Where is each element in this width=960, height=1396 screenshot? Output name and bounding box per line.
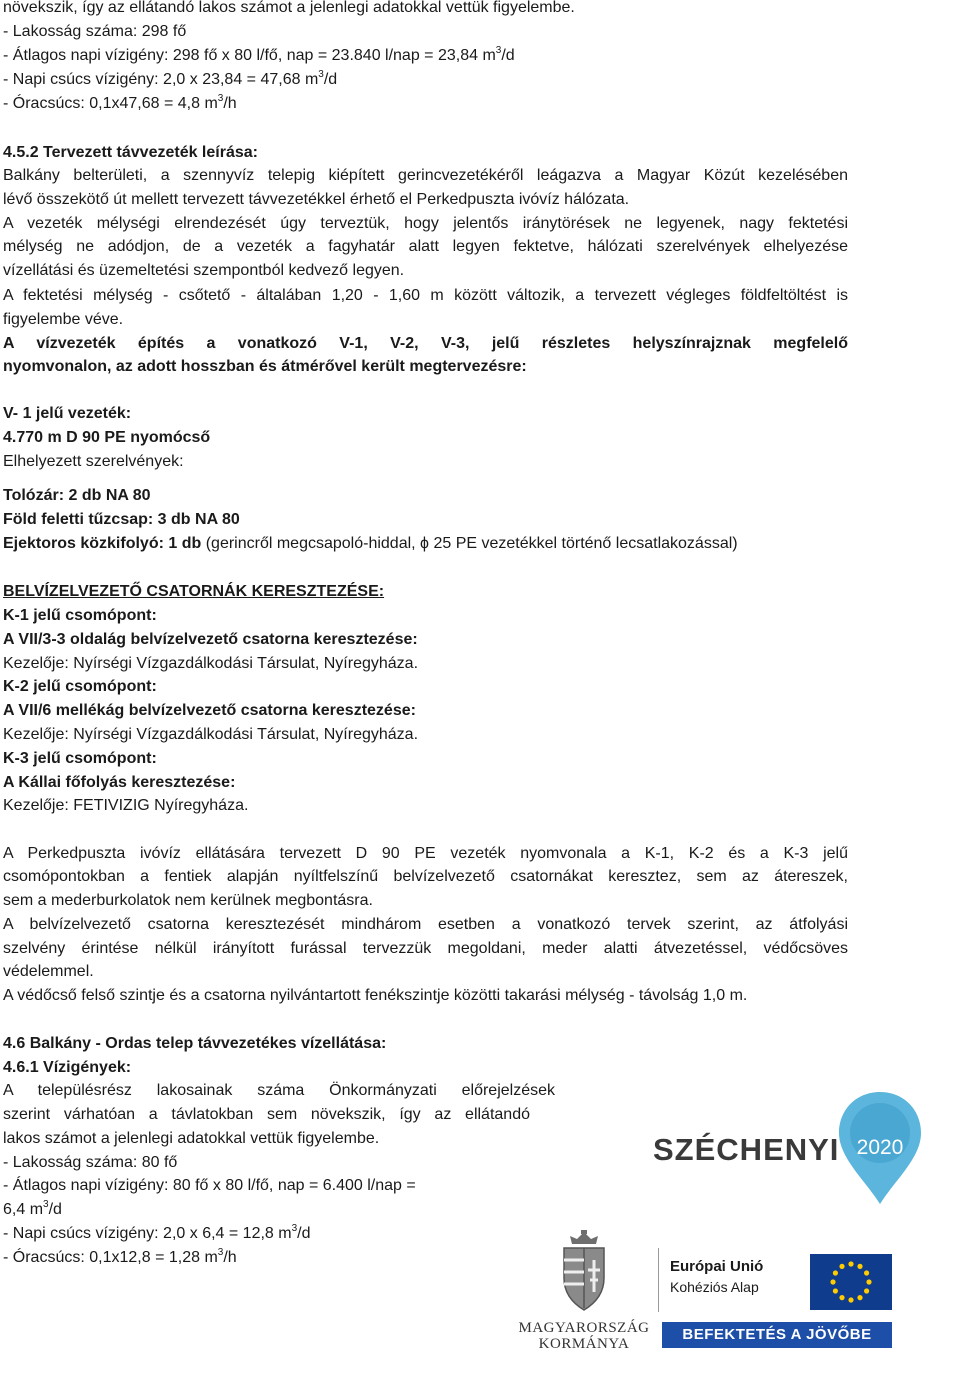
s46-population: - Lakosság száma: 80 fő [3, 1154, 178, 1171]
s46-p-line3: lakos számot a jelenlegi adatokkal vettük figyelembe. [3, 1130, 380, 1147]
s452-p1-line2: lévő összekötő út mellett tervezett távvezetékkel érhető el Perkedpuszta ivóvíz hálózata. [3, 191, 630, 208]
eu-flag-icon [810, 1254, 892, 1310]
k3-manager: Kezelője: FETIVIZIG Nyíregyháza. [3, 797, 249, 814]
s452-p3-line2: figyelembe véve. [3, 311, 124, 328]
s46-average-demand: - Átlagos napi vízigény: 80 fő x 80 l/fő, nap = 6.400 l/nap = [3, 1177, 416, 1194]
s452-p2-line3: vízellátási és üzemeltetési szempontból kedvező legyen. [3, 262, 405, 279]
v1-title: V- 1 jelű vezeték: [3, 405, 132, 422]
k3-name: A Kállai főfolyás keresztezése: [3, 774, 236, 791]
eu-logo-divider [658, 1248, 659, 1312]
v1-pipe: 4.770 m D 90 PE nyomócső [3, 429, 211, 446]
government-logo-line1: MAGYARORSZÁG [518, 1320, 650, 1336]
v1-valve: Tolózár: 2 db NA 80 [3, 487, 151, 504]
k2-node: K-2 jelű csomópont: [3, 678, 157, 695]
hungarian-government-logo [514, 1228, 654, 1358]
s46-p-line2: szerint várhatóan a távlatokban sem növekszik, így az ellátandó [3, 1106, 530, 1123]
crossing-p2-line2: szelvény érintése nélkül irányított furással tervezzük megoldani, meder alatti átvezetéssel, védőcsöves [3, 940, 848, 957]
k3-node: K-3 jelű csomópont: [3, 750, 157, 767]
s452-p1-line1: Balkány belterületi, a szennyvíz telepig kiépített gerincvezetékéről leágazva a Magyar Közút kezelésében [3, 167, 848, 184]
k2-name: A VII/6 mellékág belvízelvezető csatorna keresztezése: [3, 702, 416, 719]
v1-ejector: Ejektoros közkifolyó: 1 db (gerincről megcsapoló-hiddal, ϕ 25 PE vezetékkel történő lecsatlakozással) [3, 535, 738, 552]
top-line-1: növekszik, így az ellátandó lakos számot a jelenlegi adatokkal vettük figyelembe. [3, 0, 575, 16]
szechenyi-2020-logo [645, 1088, 925, 1208]
szechenyi-logo-text: SZÉCHENYI [653, 1132, 840, 1167]
v1-fittings-label: Elhelyezett szerelvények: [3, 453, 184, 470]
szechenyi-year: 2020 [856, 1136, 904, 1159]
invest-in-future-banner [662, 1322, 892, 1348]
crossing-p1-line2: csomópontokban a fentiek alapján nyíltfelszínű belvízelvezető csatornákat keresztez, sem az átereszek, [3, 868, 848, 885]
section-heading-46: 4.6 Balkány - Ordas telep távvezetékes vízellátása: [3, 1035, 387, 1052]
s452-p2-line2: mélység ne adódjon, de a vezeték a fagyhatár alatt legyen fektetve, hálózati szerelvények elhelyezése [3, 238, 848, 255]
s452-p2-line1: A vezeték mélységi elrendezését úgy terveztük, hogy jelentős iránytörések ne legyenek, nagy fektetési [3, 215, 848, 232]
invest-in-future-text: BEFEKTETÉS A JÖVŐBE [682, 1326, 872, 1343]
crossing-p2-line1: A belvízelvezető csatorna keresztezését mindhárom esetben a vonatkozó tervek szerint, az átfolyási [3, 916, 848, 933]
k1-manager: Kezelője: Nyírségi Vízgazdálkodási Társulat, Nyíregyháza. [3, 655, 419, 672]
crossing-p2-line3: védelemmel. [3, 963, 94, 980]
s452-p3-line1: A fektetési mélység - csőtető - általában 1,20 - 1,60 m között változik, a tervezett végleges földfeltöltést is [3, 287, 848, 304]
eu-cohesion-fund-logo [658, 1248, 894, 1360]
k1-node: K-1 jelű csomópont: [3, 607, 157, 624]
v1-hydrant: Föld feletti tűzcsap: 3 db NA 80 [3, 511, 240, 528]
top-peak-demand: - Napi csúcs vízigény: 2,0 x 23,84 = 47,68 $m^3/d$ [3, 69, 338, 88]
top-hourly-peak: - Óracsúcs: 0,1x47,68 = 4,8 $m^3/h$ [3, 93, 237, 112]
s452-p4-line1: A vízvezeték építés a vonatkozó V-1, V-2, V-3, jelű részletes helyszínrajznak megfelelő [3, 335, 848, 352]
crossings-title: BELVÍZELVEZETŐ CSATORNÁK KERESZTEZÉSE: [3, 583, 385, 600]
k1-name: A VII/3-3 oldalág belvízelvezető csatorna keresztezése: [3, 631, 418, 648]
government-logo-line2: KORMÁNYA [538, 1336, 630, 1352]
eu-logo-line2: Kohéziós Alap [670, 1279, 759, 1295]
s46-average-demand-result: 6,4 $m^3/d$ [3, 1199, 62, 1218]
crossing-p3: A védőcső felső szintje és a csatorna nyilvántartott fenékszintje közötti takarási mélység - távolság 1,0 m. [3, 987, 748, 1004]
s46-hourly-peak: - Óracsúcs: 0,1x12,8 = 1,28 $m^3/h$ [3, 1247, 237, 1266]
coat-of-arms-icon [554, 1230, 614, 1312]
s46-peak-demand: - Napi csúcs vízigény: 2,0 x 6,4 = 12,8 $m^3/d$ [3, 1223, 311, 1242]
k2-manager: Kezelője: Nyírségi Vízgazdálkodási Társulat, Nyíregyháza. [3, 726, 419, 743]
top-average-demand: - Átlagos napi vízigény: 298 fő x 80 l/fő, nap = 23.840 l/nap = 23,84 $m^3/d$ [3, 45, 515, 64]
top-population: - Lakosság száma: 298 fő [3, 23, 187, 40]
s46-p-line1: A településrész lakosainak száma Önkormányzati előrejelzések [3, 1082, 555, 1099]
section-heading-461: 4.6.1 Vízigények: [3, 1059, 132, 1076]
eu-logo-line1: Európai Unió [670, 1258, 764, 1275]
s452-p4-line2: nyomvonalon, az adott hosszban és átmérővel került megtervezésre: [3, 358, 527, 375]
section-heading-452: 4.5.2 Tervezett távvezeték leírása: [3, 144, 258, 161]
crossing-p1-line1: A Perkedpuszta ivóvíz ellátására tervezett D 90 PE vezeték nyomvonala a K-1, K-2 és a K-3 jelű [3, 845, 848, 862]
crossing-p1-line3: sem a mederburkolatok nem kerülnek megbontásra. [3, 892, 373, 909]
